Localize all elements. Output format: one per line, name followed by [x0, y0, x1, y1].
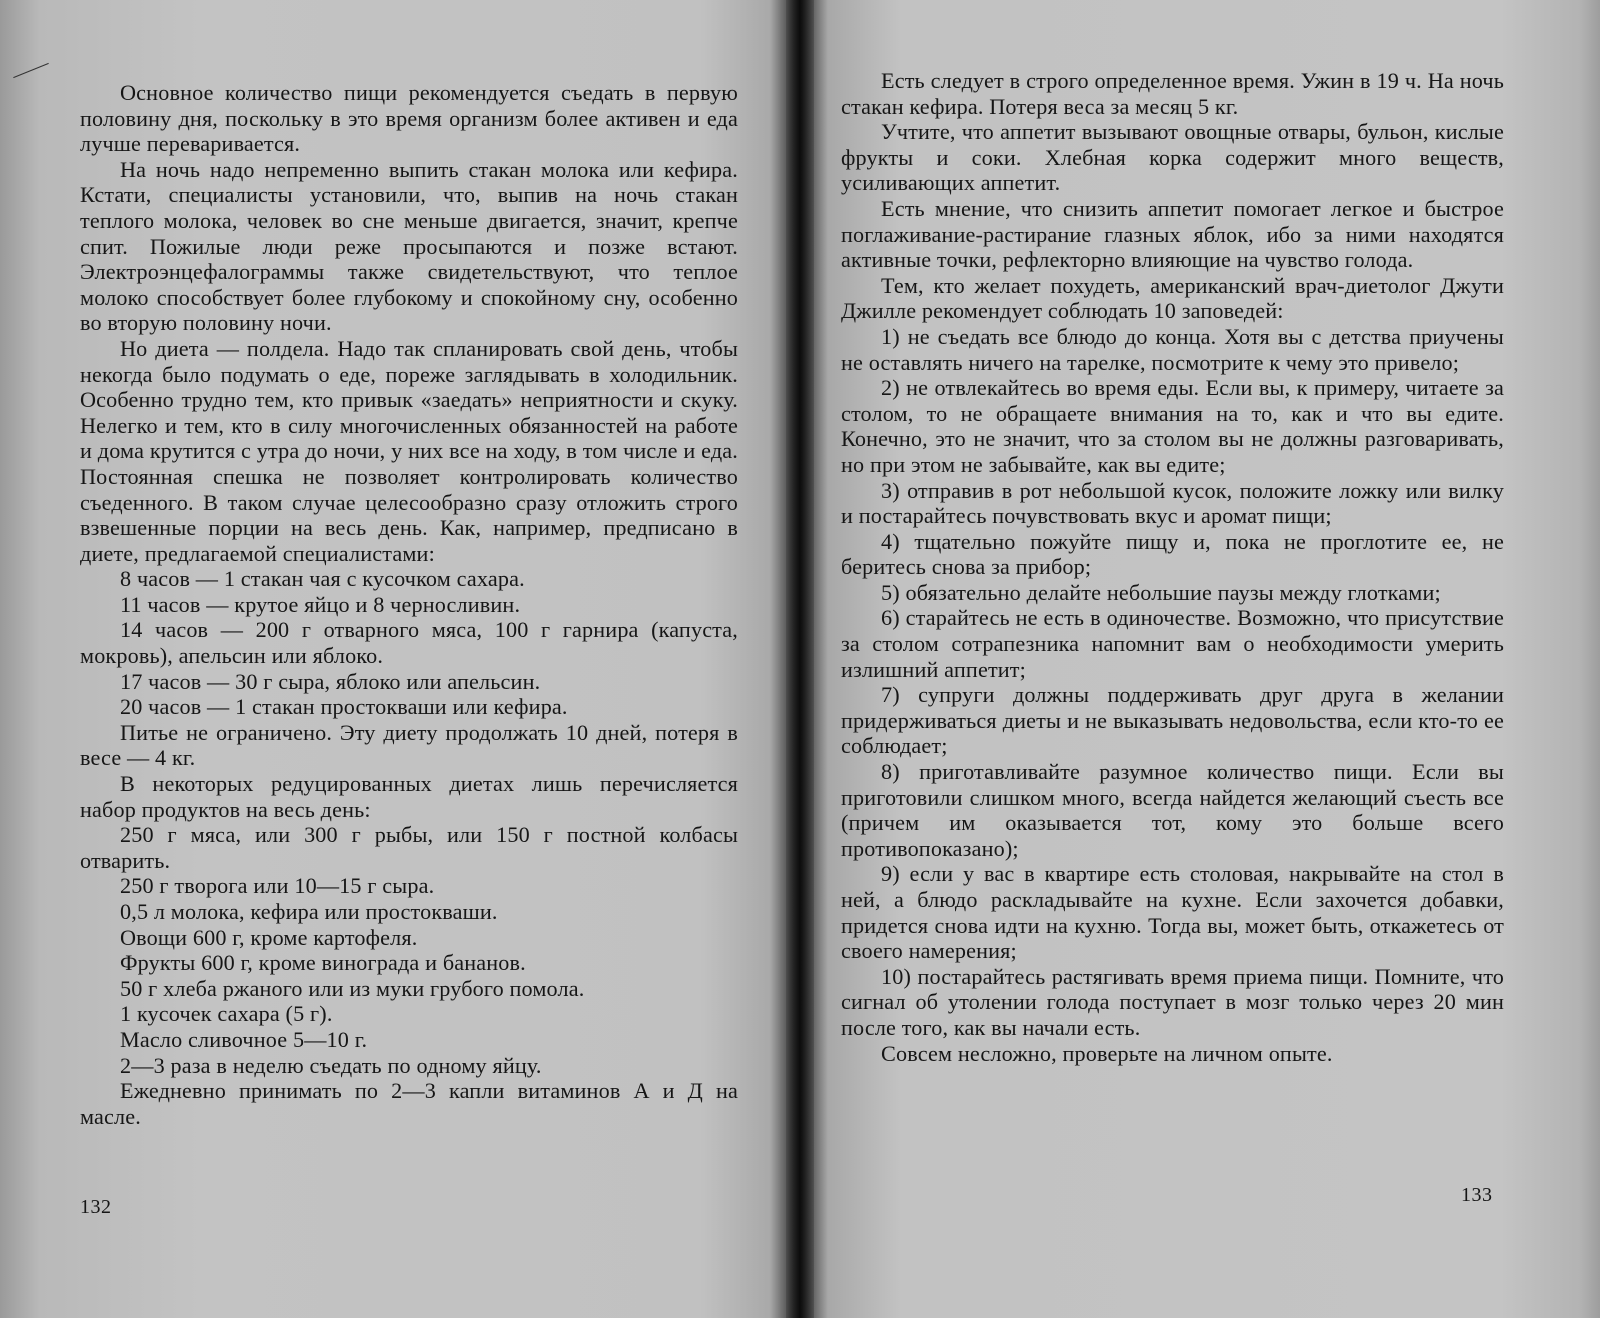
- product-item: 1 кусочек сахара (5 г).: [120, 1001, 333, 1027]
- product-item: 250 г мяса, или 300 г рыбы, или 150 г постной колбасы отварить.: [80, 822, 738, 873]
- left-page-text: [80, 80, 738, 1129]
- commandment-item: 2) не отвлекайтесь во время еды. Если вы, к примеру, читаете за столом, то не обращаете внимания на то, как и что вы едите. Конечно, это не значит, что за столом вы не должны разговаривать, но при этом не забывайте, как вы едите;: [841, 375, 1504, 477]
- diet-item: 20 часов — 1 стакан простокваши или кефира.: [120, 694, 568, 720]
- commandment-item: 8) приготавливайте разумное количество пищи. Если вы приготовили слишком много, всегда найдется желающий съесть все (причем им оказывается тот, кому это больше всего противопоказано);: [841, 759, 1504, 861]
- commandment-item: 1) не съедать все блюдо до конца. Хотя вы с детства приучены не оставлять ничего на тарелке, посмотрите к чему это привело;: [841, 323, 1504, 375]
- product-item: 2—3 раза в неделю съедать по одному яйцу.: [120, 1052, 542, 1078]
- diet-item: 14 часов — 200 г отварного мяса, 100 г гарнира (капуста, мокровь), апельсин или яблоко.: [80, 617, 738, 669]
- commandment-item: 10) постарайтесь растягивать время приема пищи. Помните, что сигнал об утолении голода поступает в мозг только через 20 мин после того, как вы начали есть.: [841, 963, 1504, 1040]
- product-item: Фрукты 600 г, кроме винограда и бананов.: [120, 950, 526, 976]
- left-page: [0, 0, 790, 1318]
- commandment-item: 7) супруги должны поддерживать друг друга в желании придерживаться диеты и не выказывать недовольства, если кто-то ее соблюдает;: [841, 682, 1504, 759]
- paragraph: Есть мнение, что снизить аппетит помогает легкое и быстрое поглаживание-растирание глазных яблок, ибо за ними находятся активные точки, рефлекторно влияющие на чувство голода.: [841, 195, 1504, 273]
- paragraph: Но диета — полдела. Надо так спланировать свой день, чтобы некогда было подумать о еде, пореже заглядывать в холодильник. Особенно трудно тем, кто привык «заедать» неприятности и скуку. Нелегко и тем, кто в силу многочисленных обязанностей на работе и дома крутится с утра до ночи, у них все на ходу, в том числе и еда. Постоянная спешка не позволяет контролировать количество съеденного. В таком случае целесообразно сразу отложить строго взвешенные порции на весь день. Как, например, предписано в диете, предлагаемой специалистами:: [80, 335, 738, 566]
- diet-item: 11 часов — крутое яйцо и 8 черносливин.: [120, 591, 521, 617]
- paragraph: Тем, кто желает похудеть, американский врач-диетолог Джути Джилле рекомендует соблюдать 10 заповедей:: [841, 272, 1504, 324]
- right-page: [810, 0, 1600, 1318]
- commandment-item: 5) обязательно делайте небольшие паузы между глотками;: [881, 579, 1441, 605]
- diet-item: 17 часов — 30 г сыра, яблоко или апельсин.: [120, 668, 541, 694]
- product-item: 250 г творога или 10—15 г сыра.: [120, 873, 435, 899]
- right-page-text: [841, 68, 1504, 1066]
- product-item: 50 г хлеба ржаного или из муки грубого помола.: [120, 975, 585, 1001]
- commandment-item: 6) старайтесь не есть в одиночестве. Возможно, что присутствие за столом сотрапезника напомнит вам о необходимости умерить излишний аппетит;: [841, 605, 1504, 682]
- paragraph: Основное количество пищи рекомендуется съедать в первую половину дня, поскольку в это время организм более активен и еда лучше переваривается.: [80, 80, 738, 157]
- paragraph: Учтите, что аппетит вызывают овощные отвары, бульон, кислые фрукты и соки. Хлебная корка содержит много веществ, усиливающих аппетит.: [841, 119, 1504, 196]
- page-number-right: 133: [1461, 1184, 1493, 1206]
- commandment-item: 3) отправив в рот небольшой кусок, положите ложку или вилку и постарайтесь почувствовать вкус и аромат пищи;: [841, 477, 1504, 529]
- paragraph: Совсем несложно, проверьте на личном опыте.: [881, 1040, 1333, 1066]
- paragraph: На ночь надо непременно выпить стакан молока или кефира. Кстати, специалисты установили, что, выпив на ночь стакан теплого молока, человек во сне меньше двигается, значит, крепче спит. Пожилые люди реже просыпаются и позже встают. Электроэнцефалограммы также свидетельствуют, что теплое молоко способствует более глубокому и спокойному сну, особенно во вторую половину ночи.: [80, 156, 738, 336]
- product-item: 0,5 л молока, кефира или простокваши.: [120, 899, 498, 924]
- page-number-left: 132: [80, 1196, 112, 1218]
- paragraph: Есть следует в строго определенное время. Ужин в 19 ч. На ночь стакан кефира. Потеря веса за месяц 5 кг.: [841, 68, 1504, 119]
- diet-item: 8 часов — 1 стакан чая с кусочком сахара.: [120, 566, 525, 592]
- commandment-item: 4) тщательно пожуйте пищу и, пока не проглотите ее, не беритесь снова за прибор;: [841, 528, 1504, 580]
- product-item: Масло сливочное 5—10 г.: [120, 1026, 368, 1052]
- product-item: Овощи 600 г, кроме картофеля.: [120, 924, 418, 950]
- commandment-item: 9) если у вас в квартире есть столовая, накрывайте на стол в ней, а блюдо раскладывайте на кухне. Если захочется добавки, придется снова идти на кухню. Тогда вы, может быть, откажетесь от своего намерения;: [841, 861, 1504, 964]
- paragraph: В некоторых редуцированных диетах лишь перечисляется набор продуктов на весь день:: [80, 771, 738, 822]
- paragraph: Питье не ограничено. Эту диету продолжать 10 дней, потеря в весе — 4 кг.: [80, 719, 738, 771]
- product-item: Ежедневно принимать по 2—3 капли витаминов А и Д на масле.: [80, 1078, 738, 1129]
